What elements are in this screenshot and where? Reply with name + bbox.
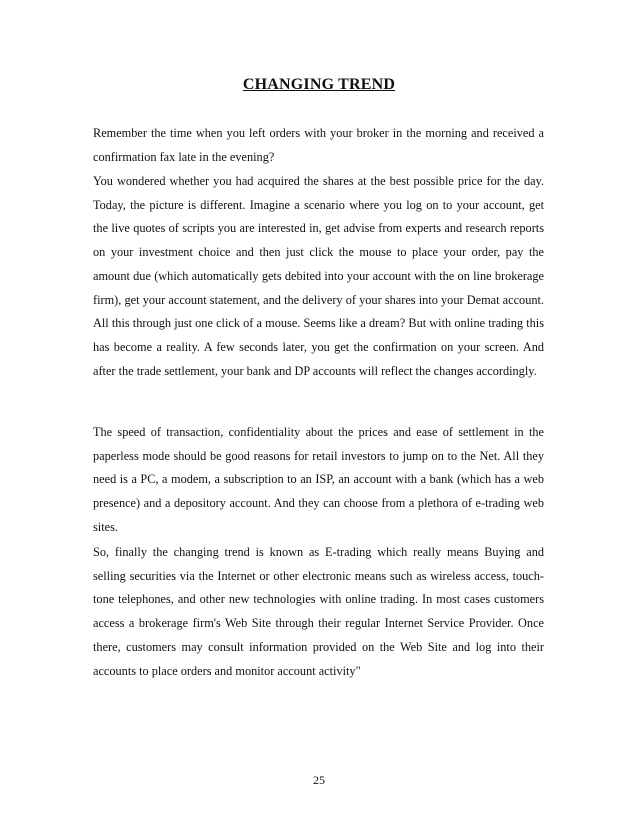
page-title: CHANGING TREND <box>242 76 396 93</box>
paragraph-scenario: You wondered whether you had acquired the shares at the best possible price for the day. Today, the picture is different. Imagine a scenario where you log on to your account, get the live quotes of scripts you are interested in, get advise from experts and research reports on your investment choice and then just click the mouse to place your order, pay the amount due (which automatically gets debited into your account with the on line brokerage firm), get your account statement, and the delivery of your shares into your Demat account. All this through just one click of a mouse. Seems like a dream? But with online trading this has become a reality. A few seconds later, you get the confirmation on your screen. And after the trade settlement, your bank and DP accounts will reflect the changes accordingly. <box>93 174 544 378</box>
page-number: 25 <box>313 773 325 787</box>
paragraph-conclusion: So, finally the changing trend is known as E-trading which really means Buying and selling securities via the Internet or other electronic means such as wireless access, touch-tone telephones, and other new technologies with online trading. In most cases customers access a brokerage firm's Web Site through their regular Internet Service Provider. Once there, customers may consult information provided on the Web Site and log into their accounts to place orders and monitor account activity" <box>93 545 544 678</box>
paragraph-intro: Remember the time when you left orders with your broker in the morning and received a confirmation fax late in the evening? <box>93 126 544 164</box>
paragraph-speed: The speed of transaction, confidentiality about the prices and ease of settlement in the paperless mode should be good reasons for retail investors to jump on to the Net. All they need is a PC, a modem, a subscription to an ISP, an account with a bank (which has a web presence) and a depository account. And they can choose from a plethora of e-trading web sites. <box>93 425 544 534</box>
